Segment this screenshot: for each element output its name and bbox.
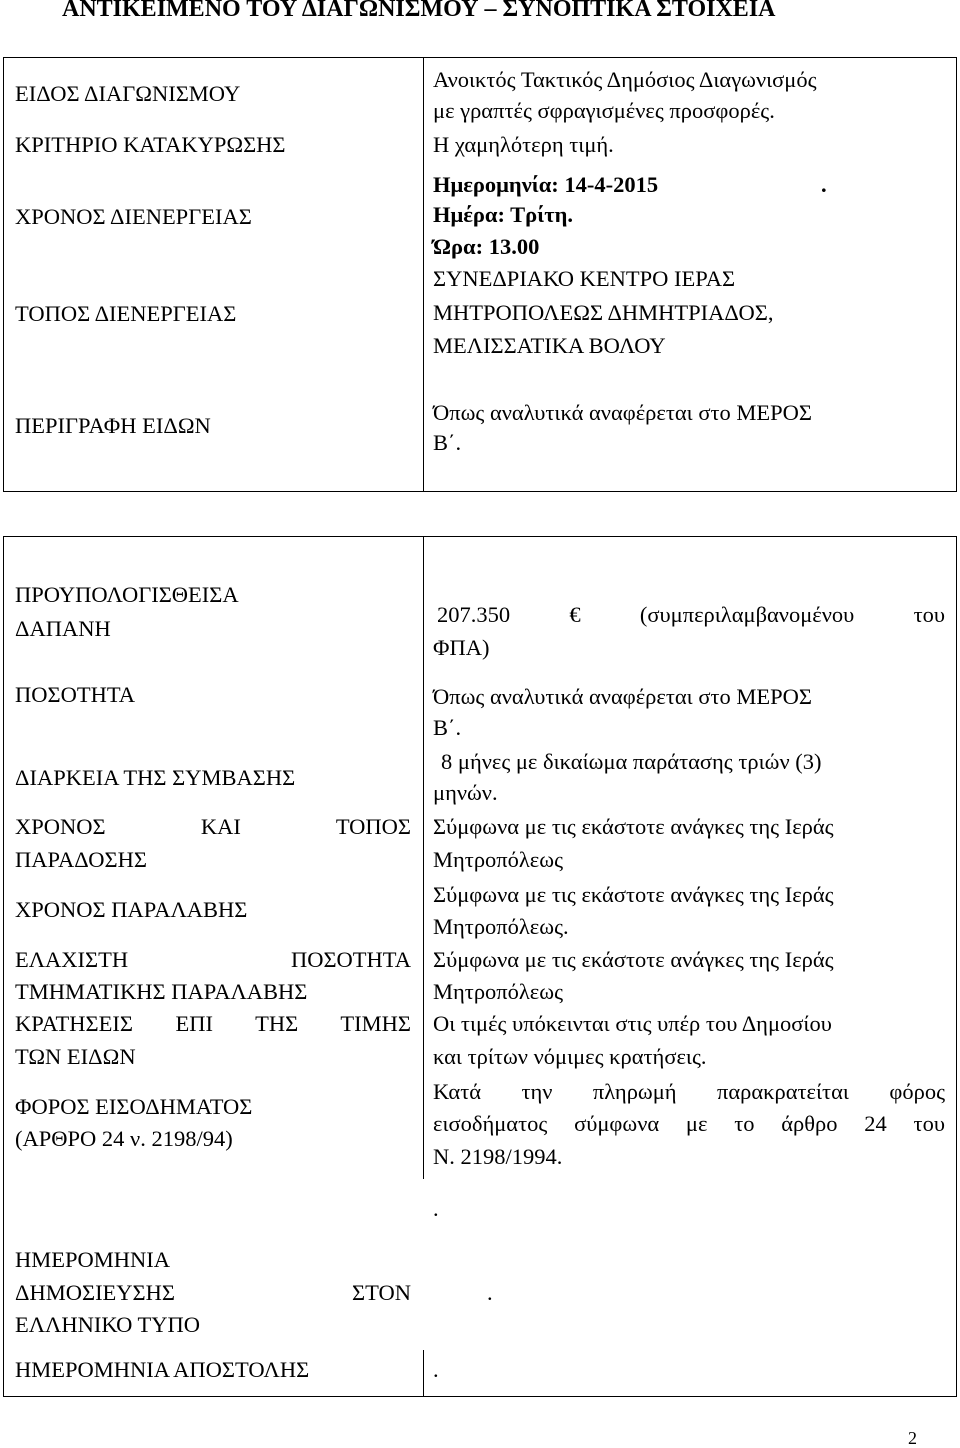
- label-income-tax-2: (ΑΡΘΡΟ 24 ν. 2198/94): [15, 1126, 233, 1151]
- label-min-quantity-2: ΤΜΗΜΑΤΙΚΗΣ ΠΑΡΑΛΑΒΗΣ: [15, 979, 308, 1004]
- value-income-tax-1: Κατά την πληρωμή παρακρατείται φόρος: [433, 1079, 945, 1104]
- label-delivery-1: ΧΡΟΝΟΣ ΚΑΙ ΤΟΠΟΣ: [15, 814, 411, 839]
- value-day: Ημέρα: Τρίτη.: [433, 202, 573, 227]
- value-date-dot: .: [821, 172, 827, 197]
- label-contract-duration: ΔΙΑΡΚΕΙΑ ΤΗΣ ΣΥΜΒΑΣΗΣ: [15, 765, 296, 790]
- value-date: Ημερομηνία: 14-4-2015: [433, 172, 659, 197]
- value-withholdings-2: και τρίτων νόμιμες κρατήσεις.: [433, 1044, 707, 1069]
- label-income-tax-1: ΦΟΡΟΣ ΕΙΣΟΔΗΜΑΤΟΣ: [15, 1094, 253, 1119]
- value-tender-type-2: με γραπτές σφραγισμένες προσφορές.: [433, 98, 775, 123]
- value-tender-type-1: Ανοικτός Τακτικός Δημόσιος Διαγωνισμός: [433, 67, 817, 92]
- value-min-quantity-2: Μητροπόλεως: [433, 979, 563, 1004]
- label-sending-date: ΗΜΕΡΟΜΗΝΙΑ ΑΠΟΣΤΟΛΗΣ: [15, 1357, 310, 1382]
- value-hour: Ώρα: 13.00: [433, 234, 540, 259]
- value-income-tax-3: Ν. 2198/1994.: [433, 1144, 563, 1169]
- label-publication-2: ΔΗΜΟΣΙΕΥΣΗΣ ΣΤΟΝ: [15, 1280, 411, 1305]
- value-description-2: Β΄.: [433, 430, 462, 455]
- value-dot-1: .: [433, 1196, 439, 1221]
- label-budget-2: ΔΑΠΑΝΗ: [15, 616, 111, 641]
- value-quantity-2: Β΄.: [433, 715, 462, 740]
- value-place-2: ΜΗΤΡΟΠΟΛΕΩΣ ΔΗΜΗΤΡΙΑΔΟΣ,: [433, 300, 774, 325]
- label-conduct-time: ΧΡΟΝΟΣ ΔΙΕΝΕΡΓΕΙΑΣ: [15, 204, 252, 229]
- label-publication-3: ΕΛΛΗΝΙΚΟ ΤΥΠΟ: [15, 1312, 201, 1337]
- label-award-criterion: ΚΡΙΤΗΡΙΟ ΚΑΤΑΚΥΡΩΣΗΣ: [15, 132, 286, 157]
- value-dot-2: .: [487, 1280, 493, 1305]
- value-budget-2: ΦΠΑ): [433, 635, 490, 660]
- value-budget-1: 207.350 € (συμπεριλαμβανομένου του: [437, 602, 945, 627]
- label-withholdings-2: ΤΩΝ ΕΙΔΩΝ: [15, 1044, 136, 1069]
- value-min-quantity-1: Σύμφωνα με τις εκάστοτε ανάγκες της Ιεράς: [433, 947, 834, 972]
- value-dot-3: .: [433, 1357, 439, 1382]
- value-description-1: Όπως αναλυτικά αναφέρεται στο ΜΕΡΟΣ: [433, 400, 813, 425]
- label-withholdings-1: ΚΡΑΤΗΣΕΙΣ ΕΠΙ ΤΗΣ ΤΙΜΗΣ: [15, 1011, 411, 1036]
- label-min-quantity-1: ΕΛΑΧΙΣΤΗ ΠΟΣΟΤΗΤΑ: [15, 947, 411, 972]
- value-quantity-1: Όπως αναλυτικά αναφέρεται στο ΜΕΡΟΣ: [433, 684, 813, 709]
- value-receipt-1: Σύμφωνα με τις εκάστοτε ανάγκες της Ιεράς: [433, 882, 834, 907]
- label-tender-type: ΕΙΔΟΣ ΔΙΑΓΩΝΙΣΜΟΥ: [15, 81, 241, 106]
- value-delivery-2: Μητροπόλεως: [433, 847, 563, 872]
- label-conduct-place: ΤΟΠΟΣ ΔΙΕΝΕΡΓΕΙΑΣ: [15, 301, 237, 326]
- label-description: ΠΕΡΙΓΡΑΦΗ ΕΙΔΩΝ: [15, 413, 211, 438]
- value-place-1: ΣΥΝΕΔΡΙΑΚΟ ΚΕΝΤΡΟ ΙΕΡΑΣ: [433, 266, 736, 291]
- label-delivery-2: ΠΑΡΑΔΟΣΗΣ: [15, 847, 147, 872]
- value-income-tax-2: εισοδήματος σύμφωνα με το άρθρο 24 του: [433, 1111, 945, 1136]
- value-delivery-1: Σύμφωνα με τις εκάστοτε ανάγκες της Ιεράς: [433, 814, 834, 839]
- value-duration-2: μηνών.: [433, 780, 498, 805]
- label-receipt: ΧΡΟΝΟΣ ΠΑΡΑΛΑΒΗΣ: [15, 897, 248, 922]
- value-award-criterion: Η χαμηλότερη τιμή.: [433, 132, 614, 157]
- page-title: ΑΝΤΙΚΕΙΜΕΝΟ ΤΟΥ ΔΙΑΓΩΝΙΣΜΟΥ – ΣΥΝΟΠΤΙΚΑ ΣΤΟΙΧΕΙΑ: [62, 0, 776, 22]
- label-publication-1: ΗΜΕΡΟΜΗΝΙΑ: [15, 1247, 171, 1272]
- label-quantity: ΠΟΣΟΤΗΤΑ: [15, 682, 136, 707]
- value-duration-1: 8 μήνες με δικαίωμα παράτασης τριών (3): [441, 749, 822, 774]
- value-receipt-2: Μητροπόλεως.: [433, 914, 569, 939]
- page-number: 2: [908, 1428, 917, 1448]
- value-place-3: ΜΕΛΙΣΣΑΤΙΚΑ ΒΟΛΟΥ: [433, 333, 666, 358]
- label-budget-1: ΠΡΟΥΠΟΛΟΓΙΣΘΕΙΣΑ: [15, 582, 239, 607]
- value-withholdings-1: Οι τιμές υπόκεινται στις υπέρ του Δημοσίου: [433, 1011, 832, 1036]
